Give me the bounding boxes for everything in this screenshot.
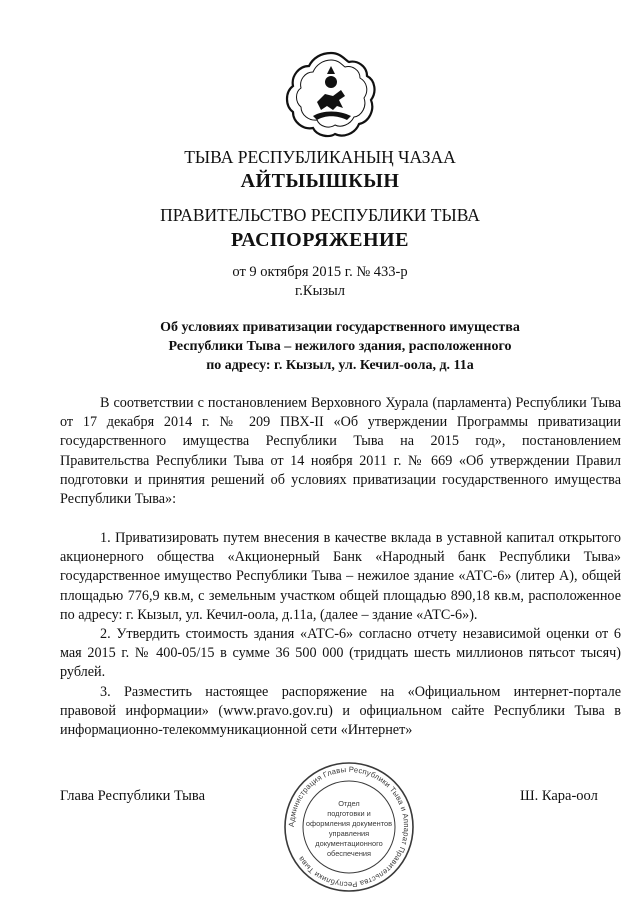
stamp-center-line: оформления документов xyxy=(305,819,393,828)
tuvan-document-type: АЙТЫЫШКЫН xyxy=(240,170,400,192)
preamble-paragraph xyxy=(60,394,621,509)
official-stamp xyxy=(282,760,416,894)
resolution-item: 2. Утвердить стоимость здания «АТС-6» согласно отчету независимой оценки от 6 мая 2015 г. № 400-05/15 в сумме 36 500 000 (тридцать шесть миллионов пятьсот тысяч) рублей. xyxy=(60,626,621,681)
preamble-text: В соответствии с постановлением Верховного Хурала (парламента) Республики Тыва от 17 декабря 2014 г. № 209 ПВХ-II «Об утверждении Программы приватизации государственного имущества Республики Тыва на 2015 год», постановлением Правительства Республики Тыва от 14 ноября 2011 г. № 669 «Об утверждении Правил подготовки и принятия решений об условиях приватизации государственного имущества Республики Тыва»: xyxy=(60,395,621,508)
signature-position: Глава Республики Тыва xyxy=(60,788,206,804)
subject-line: по адресу: г. Кызыл, ул. Кечил-оола, д. 11а xyxy=(206,358,474,373)
subject-line: Республики Тыва – нежилого здания, расположенного xyxy=(168,339,512,354)
document-subject xyxy=(60,318,620,375)
subject-line: Об условиях приватизации государственного имущества xyxy=(160,320,520,335)
stamp-center-line: документационного xyxy=(315,839,383,848)
stamp-ring-text: Администрация Главы Республики Тыва и Аппарат Правительства Республики Тыва xyxy=(286,764,412,890)
russian-document-type: РАСПОРЯЖЕНИЕ xyxy=(231,229,409,251)
resolution-items xyxy=(60,529,621,740)
stamp-center-line: обеспечения xyxy=(326,849,372,858)
stamp-center-line: Отдел xyxy=(338,799,360,808)
tuvan-government-line: ТЫВА РЕСПУБЛИКАНЫҢ ЧАЗАА xyxy=(184,147,456,167)
signature-name: Ш. Кара-оол xyxy=(520,788,598,804)
stamp-center-line: подготовки и xyxy=(327,809,371,818)
resolution-item: 3. Разместить настоящее распоряжение на «Официальном интернет-портале правовой информации» (www.pravo.gov.ru) и официальном сайте Республики Тыва в информационно-телекоммуникационной сети «Интернет» xyxy=(60,683,621,739)
stamp-center-line: управления xyxy=(328,829,370,838)
document-city: г.Кызыл xyxy=(294,283,346,299)
emblem-icon xyxy=(283,50,379,140)
document-date-number: от 9 октября 2015 г. № 433-р xyxy=(232,264,408,280)
resolution-item: 1. Приватизировать путем внесения в качестве вклада в уставной капитал открытого акционерного общества «Акционерный Банк «Народный банк Республики Тыва» государственное имущество Республики Тыва – нежилое здание «АТС-6» (литер А), общей площадью 776,9 кв.м, с земельным участком общей площадью 890,18 кв.м, расположенное по адресу: г. Кызыл, ул. Кечил-оола, д.11а, (далее – здание «АТС-6»). xyxy=(60,530,621,623)
russian-government-line: ПРАВИТЕЛЬСТВО РЕСПУБЛИКИ ТЫВА xyxy=(160,205,480,225)
